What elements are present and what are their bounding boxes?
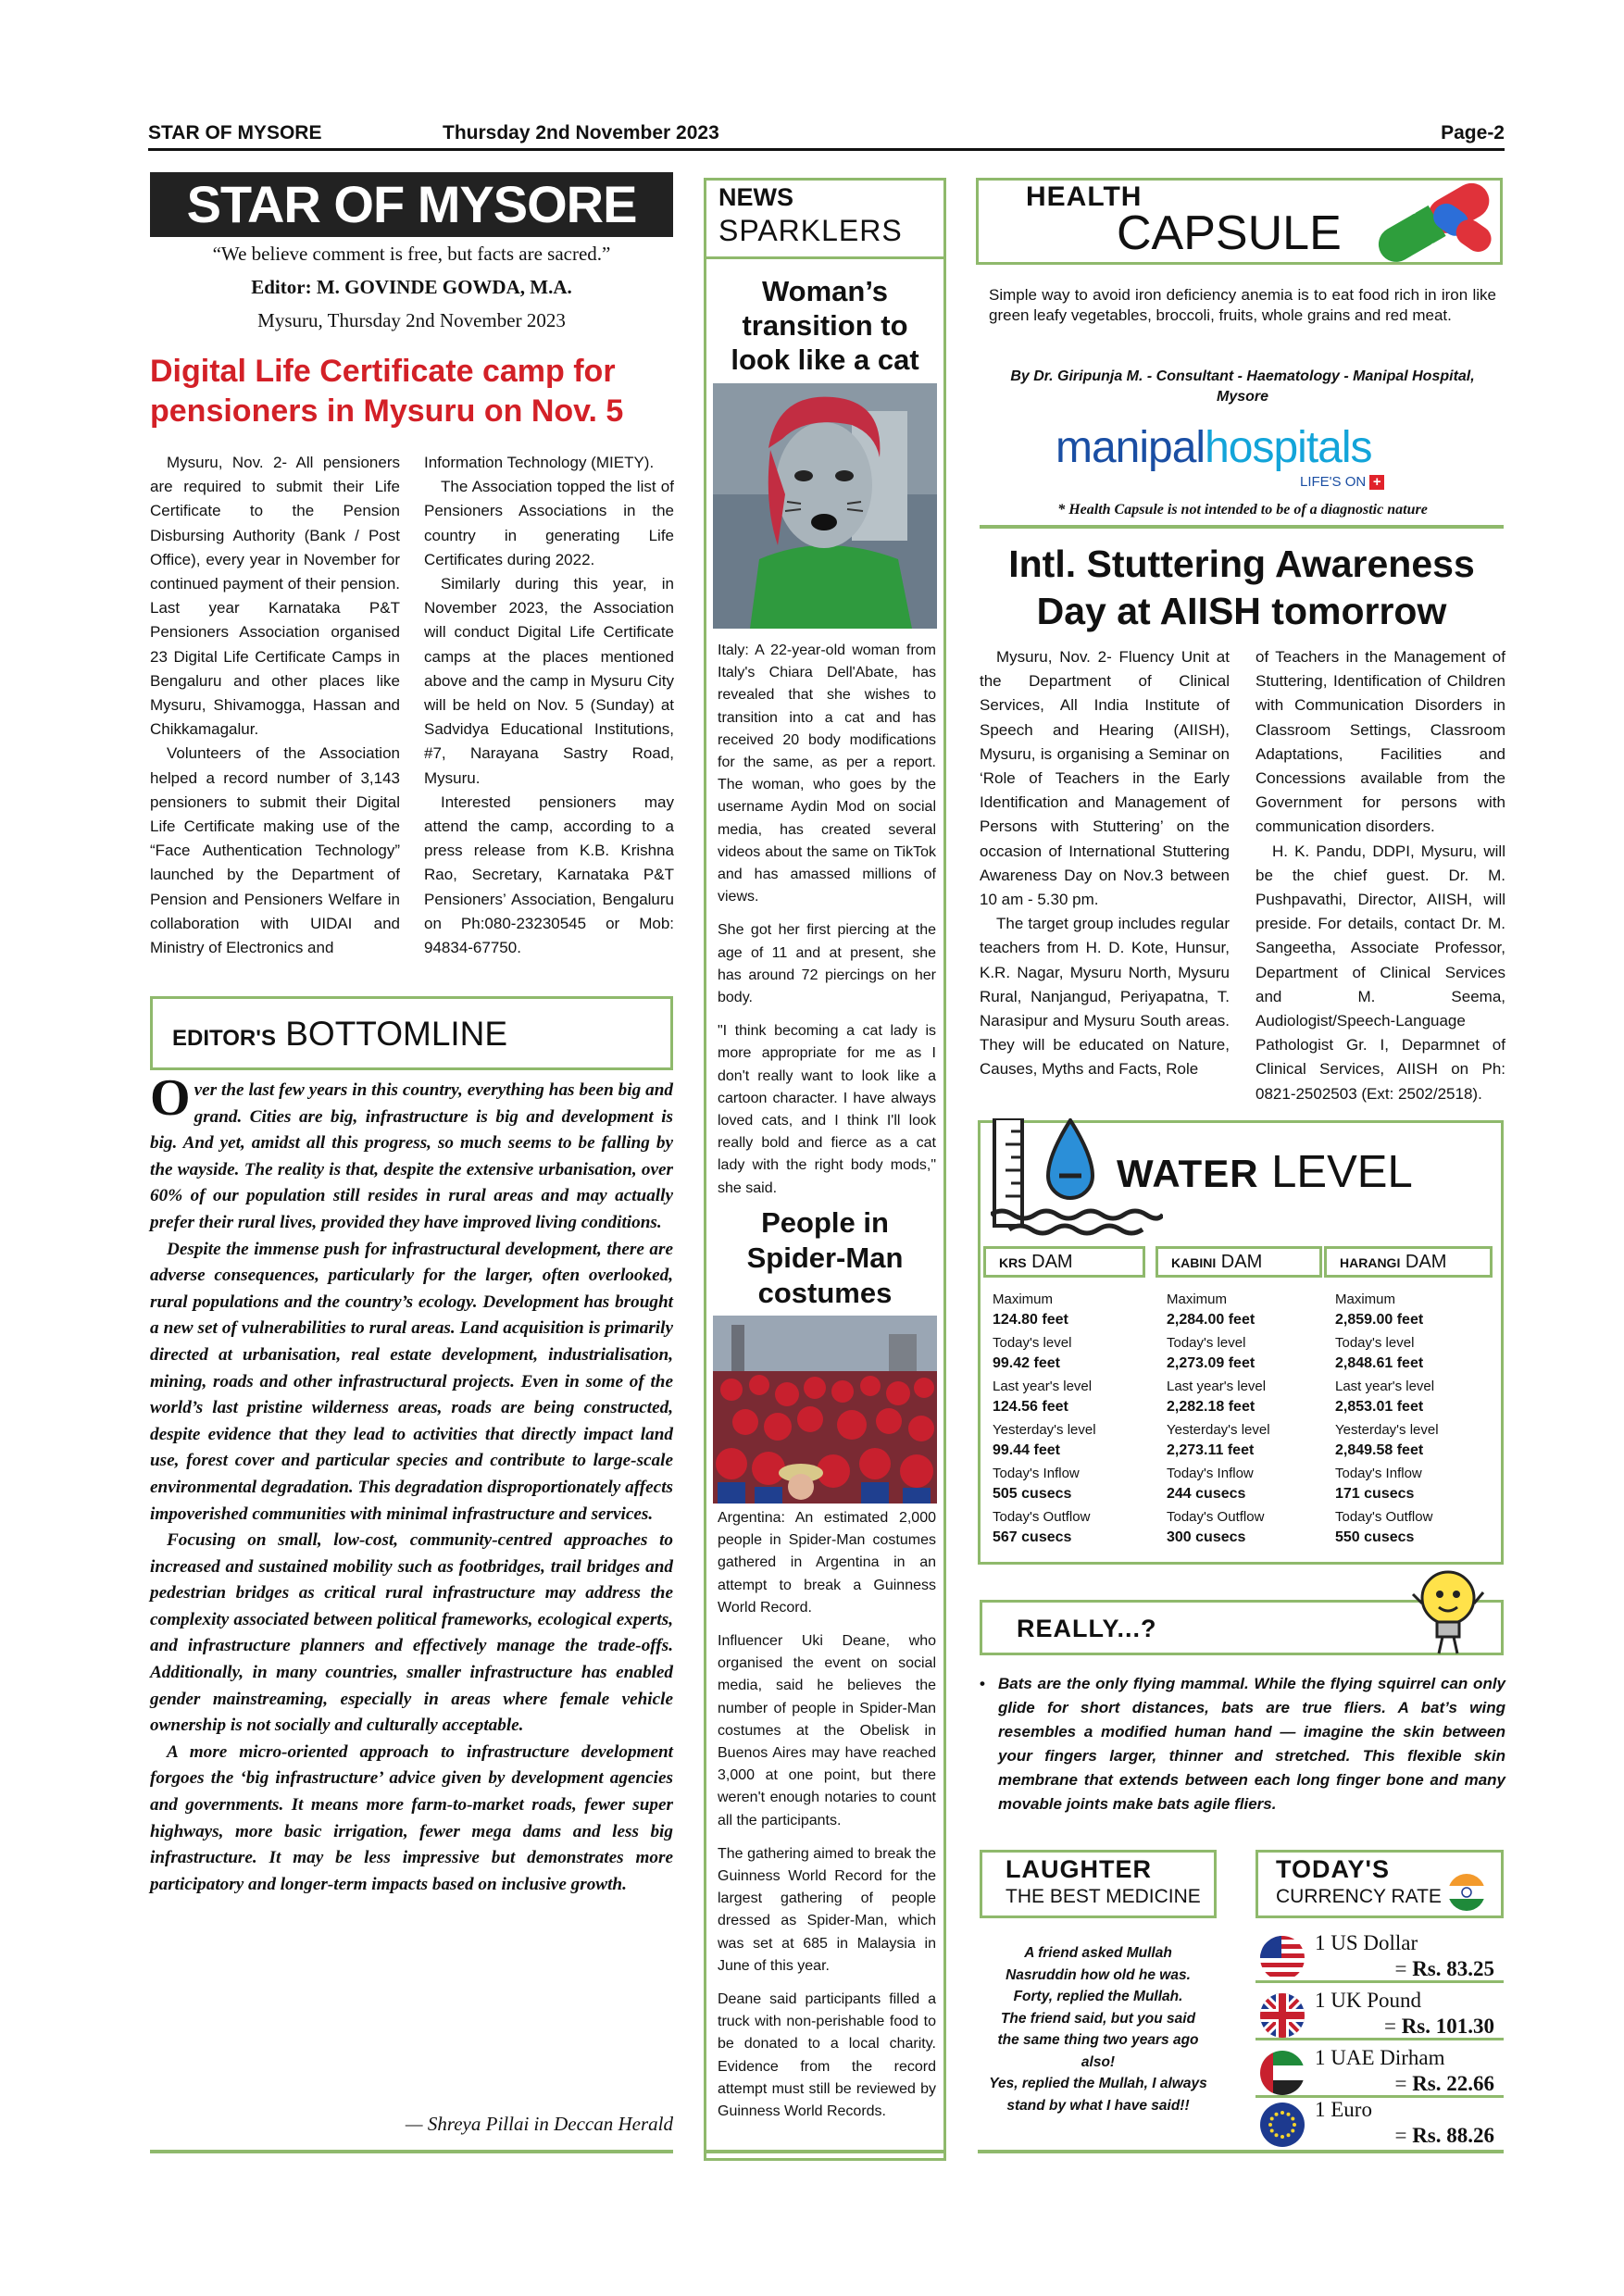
- stat-label: Yesterday's level: [993, 1422, 1096, 1438]
- publication-name: STAR OF MYSORE: [148, 122, 322, 144]
- water-level-heading: [1117, 1146, 1413, 1198]
- currency-row-aed: [1255, 2044, 1504, 2098]
- equals-sign: =: [1394, 2072, 1413, 2095]
- paragraph: of Teachers in the Management of Stuttering, Identification of Children with Communication Disorders in Classroom Settings, Classroom Adaptations, Facilities and Concessions available from the Government for persons with communication disorders.: [1255, 648, 1505, 836]
- paragraph: Deane said participants filled a truck with non-perishable food to be donated to a local charity. Evidence from the record attempt must still be reviewed by Guinness World Records.: [718, 1991, 936, 2120]
- currency-name: 1 Euro: [1315, 2098, 1372, 2121]
- stat-value: 99.42 feet: [993, 1355, 1060, 1371]
- drop-cap: O: [150, 1069, 191, 1127]
- heading-label: THE BEST MEDICINE: [1006, 1886, 1201, 1907]
- rate-value: Rs. 22.66: [1412, 2072, 1494, 2095]
- stat-label: Last year's level: [993, 1379, 1093, 1394]
- stat-label: Today's Inflow: [1167, 1466, 1254, 1481]
- story-headline-cat: Woman’s transition to look like a cat: [731, 275, 919, 376]
- divider: [706, 256, 943, 259]
- stat-value: 2,848.61 feet: [1335, 1355, 1424, 1371]
- paragraph: Similarly during this year, in November 2023, the Association will conduct Digital Life Certificate camps at the places mentioned above and the camp in Mysuru City will be held on Nov. 5 (Sunday) at Sadvidya Educational Institutions, #7, Narayana Sastry Road, Mysuru.: [424, 575, 674, 787]
- manipal-hospitals-logo: [1056, 422, 1372, 473]
- bullet-icon: •: [980, 1675, 985, 1692]
- currency-row-gbp: [1255, 1987, 1504, 2040]
- dam-stats-harangi: [1335, 1291, 1493, 1552]
- plus-icon: +: [1369, 475, 1384, 490]
- logo-tagline: [1300, 474, 1384, 490]
- laughter-heading: [1006, 1855, 1201, 1908]
- equals-sign: =: [1394, 1957, 1413, 1980]
- currency-row-usd: [1255, 1929, 1504, 1983]
- paragraph: Argentina: An estimated 2,000 people in Spider-Man costumes gathered in Argentina in an attempt to break a Guinness World Record.: [718, 1510, 936, 1616]
- editorial-credit: — Shreya Pillai in Deccan Herald: [405, 2113, 673, 2135]
- joke-line: The friend said, but you said the same thing two years ago also!: [997, 2010, 1199, 2070]
- story-body-spiderman: [718, 1507, 936, 2134]
- stat-value: 2,282.18 feet: [1167, 1399, 1255, 1415]
- heading-bold: HEALTH: [1026, 181, 1143, 212]
- bottom-rule: [704, 2150, 946, 2153]
- really-fact: [980, 1672, 1505, 1816]
- stat-label: Maximum: [1167, 1292, 1228, 1307]
- story-body-cat: [718, 640, 936, 1211]
- spiderman-crowd-photo: [713, 1316, 937, 1504]
- heading-label: CAPSULE: [1117, 206, 1342, 260]
- eu-flag-icon: [1259, 2102, 1305, 2148]
- joke-line: Yes, replied the Mullah, I always stand by what I have said!!: [989, 2076, 1207, 2114]
- bottom-rule: [150, 2150, 673, 2153]
- us-flag-icon: [1259, 1935, 1305, 1981]
- paragraph: Italy: A 22-year-old woman from Italy's Chiara Dell'Abate, has revealed that she wishes to transition into a cat and has received 20 body modifications for the same, as per a report. The woman, who goes by the username Aydin Mod on social media, has created several videos about the same on TikTok and has amassed millions of views.: [718, 643, 936, 905]
- heading-label: CURRENCY RATE: [1276, 1886, 1442, 1907]
- stat-value: 99.44 feet: [993, 1442, 1060, 1458]
- stat-label: Today's level: [1335, 1335, 1415, 1351]
- stat-value: 124.56 feet: [993, 1399, 1068, 1415]
- stat-label: Today's level: [1167, 1335, 1246, 1351]
- uk-flag-icon: [1259, 1992, 1305, 2039]
- currency-rate: [1394, 1957, 1494, 1981]
- capsule-pill-icon: [1365, 179, 1504, 264]
- paragraph: Volunteers of the Association helped a record number of 3,143 pensioners to submit their Digital Life Certificate making use of the “Face Authentication Technology” launched by the Department of Pension and Pensioners Welfare in collaboration with UIDAI and Ministry of Electronics and: [150, 744, 400, 957]
- bottom-rule: [978, 2150, 1504, 2153]
- equals-sign: =: [1394, 2124, 1413, 2147]
- stat-label: Last year's level: [1335, 1379, 1435, 1394]
- cat-woman-photo: [713, 383, 937, 629]
- paragraph: The target group includes regular teachers from H. D. Kote, Hunsur, K.R. Nagar, Mysuru North, Mysuru Rural, Nanjangud, Periyapatna, T. Narasipur and Mysuru South areas. They will be educated on Nature, Causes, Myths and Facts, Role: [980, 915, 1230, 1079]
- stat-value: 244 cusecs: [1167, 1486, 1246, 1502]
- heading-bold: EDITOR'S: [172, 1026, 276, 1051]
- dam-label-kabini: [1156, 1246, 1322, 1278]
- joke-text: [989, 1942, 1207, 2116]
- fact-text: Bats are the only flying mammal. While the flying squirrel can only glide for short distances, bats are true fliers. A bat’s wing resembles a modified human hand — imagine the skin between your fingers larger, thinner and stretched. This flexible skin membrane that extends between each long finger bone and many movable joints make bats agile fliers.: [998, 1675, 1505, 1813]
- logo-tag-text: LIFE'S ON: [1300, 474, 1367, 490]
- paragraph: A more micro-oriented approach to infrastructure development forgoes the ‘big infrastructure’ advice given by development agencies and governments. It means more farm-to-market roads, fewer super highways, more basic irrigation, fewer mega dams and less big infrastructure. It may be less impressive but demonstrates more participatory and longer-term impacts based on inclusive growth.: [150, 1741, 673, 1894]
- dam-label-krs: [983, 1246, 1145, 1278]
- story-column-1: [980, 645, 1230, 1082]
- really-heading: REALLY...?: [1017, 1615, 1157, 1642]
- divider: [980, 525, 1504, 529]
- heading-label: LEVEL: [1271, 1147, 1413, 1197]
- stat-value: 2,273.09 feet: [1167, 1355, 1255, 1371]
- joke-line: A friend asked Mullah Nasruddin how old he was.: [1006, 1945, 1191, 1983]
- stat-label: Today's Inflow: [1335, 1466, 1422, 1481]
- health-disclaimer: * Health Capsule is not intended to be of a diagnostic nature: [1057, 502, 1428, 518]
- paragraph: "I think becoming a cat lady is more appropriate for me as I don't really want to look like a cartoon character. I have always loved cats, and I think I'll look really bold and fierce as a cat lady with the right body mods," she said.: [718, 1023, 936, 1196]
- india-flag-icon: [1446, 1872, 1487, 1913]
- stat-value: 2,284.00 feet: [1167, 1312, 1255, 1328]
- paragraph: Mysuru, Nov. 2- Fluency Unit at the Department of Clinical Services, All India Institute of Speech and Hearing (AIISH), Mysuru, is organising a Seminar on ‘Role of Teachers in the Early Identification and Management of Persons with Stuttering’ on the occasion of International Stuttering Awareness Day on Nov.3 between 10 am - 5.30 pm.: [980, 648, 1230, 909]
- currency-name: 1 UAE Dirham: [1315, 2046, 1445, 2069]
- masthead-title: STAR OF MYSORE: [150, 172, 673, 237]
- paragraph: The Association topped the list of Pensioners Associations in the country in generating Life Certificates during 2022.: [424, 478, 674, 568]
- dam-label-harangi: [1324, 1246, 1493, 1278]
- story-column-1: [150, 451, 400, 960]
- editors-bottomline-heading: [172, 1015, 507, 1054]
- masthead-editor: Editor: M. GOVINDE GOWDA, M.A.: [251, 276, 572, 298]
- issue-date: Thursday 2nd November 2023: [443, 122, 719, 144]
- stat-label: Today's Outflow: [1335, 1509, 1433, 1525]
- story-headline-pension: Digital Life Certificate camp for pensioners in Mysuru on Nov. 5: [150, 354, 624, 429]
- stat-value: 567 cusecs: [993, 1529, 1072, 1545]
- header-rule: [148, 148, 1505, 151]
- logo-part-1: manipal: [1056, 423, 1206, 472]
- masthead-tagline: “We believe comment is free, but facts are sacred.”: [212, 243, 611, 265]
- paragraph: ver the last few years in this country, everything has been big and grand. Cities are big, infrastructure is big and development is big. And yet, amidst all this progress, so much seems to be falling by the wayside. The reality is that, despite the extensive urbanisation, over 60% of our population still resides in rural areas and may actually prefer their rural lives, provided they have improved living conditions.: [150, 1080, 673, 1232]
- rate-value: Rs. 88.26: [1412, 2124, 1494, 2147]
- stat-label: Today's Outflow: [993, 1509, 1091, 1525]
- currency-rate: [1384, 2015, 1494, 2039]
- currency-row-eur: [1255, 2096, 1504, 2150]
- dam-stats-kabini: [1167, 1291, 1324, 1552]
- stat-value: 2,859.00 feet: [1335, 1312, 1424, 1328]
- heading-label: BOTTOMLINE: [285, 1015, 508, 1053]
- page-header: [148, 122, 1505, 150]
- stat-label: Yesterday's level: [1335, 1422, 1439, 1438]
- health-tip-byline: By Dr. Giripunja M. - Consultant - Haematology - Manipal Hospital, Mysore: [1010, 368, 1475, 405]
- stat-value: 300 cusecs: [1167, 1529, 1246, 1545]
- dam-name: DAM: [1220, 1252, 1263, 1272]
- heading-bold: TODAY'S: [1276, 1855, 1390, 1883]
- uae-flag-icon: [1259, 2050, 1305, 2096]
- dam-name-bold: KRS: [999, 1255, 1027, 1270]
- dam-stats-krs: [993, 1291, 1150, 1552]
- story-column-2: [424, 451, 674, 960]
- story-headline-stuttering: Intl. Stuttering Awareness Day at AIISH tomorrow: [1008, 543, 1475, 632]
- currency-heading: [1276, 1855, 1442, 1908]
- health-capsule-heading: [1026, 181, 1342, 261]
- paragraph: Interested pensioners may attend the camp, according to a press release from K.B. Krishna Rao, Secretary, Karnataka P&T Pensioners’ Association, Bengaluru on Ph:080-23230545 or Mob: 94834-67750.: [424, 792, 674, 957]
- rate-value: Rs. 83.25: [1412, 1957, 1494, 1980]
- stat-value: 550 cusecs: [1335, 1529, 1415, 1545]
- dam-name: DAM: [1031, 1252, 1073, 1272]
- stat-label: Last year's level: [1167, 1379, 1267, 1394]
- stat-value: 2,273.11 feet: [1167, 1442, 1255, 1458]
- stat-label: Maximum: [1335, 1292, 1396, 1307]
- stat-label: Today's Outflow: [1167, 1509, 1265, 1525]
- lightbulb-mascot-icon: [1409, 1566, 1485, 1655]
- health-tip-text: Simple way to avoid iron deficiency anemia is to eat food rich in iron like green leafy vegetables, broccoli, fruits, whole grains and red meat.: [989, 286, 1496, 324]
- currency-rate: [1394, 2072, 1494, 2096]
- stat-label: Yesterday's level: [1167, 1422, 1270, 1438]
- story-headline-spiderman: People in Spider-Man costumes: [746, 1206, 904, 1309]
- page-number: Page-2: [1441, 122, 1505, 144]
- currency-rate: [1394, 2124, 1494, 2148]
- paragraph: Focusing on small, low-cost, community-centred approaches to increased and sustained mobility such as footbridges, trail bridges and pedestrian bridges as critical rural infrastructure may address the complexity associated between political frameworks, ecological experts, and infrastructure planners and effectively manage the trade-offs. Additionally, in many countries, smaller infrastructure has enabled gender mainstreaming, especially in areas where female vehicle ownership is not socially and culturally acceptable.: [150, 1530, 673, 1736]
- paragraph: She got her first piercing at the age of 11 and at present, she has around 72 piercings on her body.: [718, 922, 936, 1006]
- heading-bold: NEWS: [718, 183, 793, 211]
- stat-label: Maximum: [993, 1292, 1054, 1307]
- paragraph: The gathering aimed to break the Guinness World Record for the largest gathering of people dressed as Spider-Man, which was set at 685 in Malaysia in June of this year.: [718, 1845, 936, 1974]
- stat-label: Today's level: [993, 1335, 1072, 1351]
- heading-bold: WATER: [1117, 1152, 1259, 1195]
- paragraph: Mysuru, Nov. 2- All pensioners are required to submit their Life Certificate to the Pension Disbursing Authority (Bank / Post Office), every year in November for continued payment of their pension. Last year Karnataka P&T Pensioners Association organised 23 Digital Life Certificate Camps in Bengaluru and other places like Mysuru, Shivamogga, Hassan and Chikkamagalur.: [150, 454, 400, 739]
- paragraph: Despite the immense push for infrastructural development, there are adverse consequences, particularly for the larger, often overlooked, rural populations and the country’s ecology. Development has brought a new set of vulnerabilities to rural areas. Land acquisition is primarily directed at urbanisation, real estate development, industrialisation, mining, roads and other infrastructural projects. Even in some of the world’s last pristine wilderness areas, roads are being constructed, despite evidence that they lead to activities that directly impact land use, forest cover and particular species and contribute to large-scale environmental degradation. This degradation disproportionately affects impoverished communities with minimal infrastructure and services.: [150, 1239, 673, 1524]
- paragraph: H. K. Pandu, DDPI, Mysuru, will be the chief guest. Dr. M. Pushpavathi, Director, AIISH, will preside. For details, contact Dr. M. Sangeetha, Associate Professor, Department of Clinical Services and M. Seema, Audiologist/Speech-Language Pathologist Gr. I, Deparmnet of Clinical Services, AIISH on Ph: 0821-2502503 (Ext: 2502/2518).: [1255, 842, 1505, 1103]
- stat-label: Today's Inflow: [993, 1466, 1080, 1481]
- logo-part-2: hospitals: [1205, 423, 1372, 472]
- paragraph: Influencer Uki Deane, who organised the event on social media, said he believes the number of people in Spider-Man costumes at the Obelisk in Buenos Aires may have reached 3,000 at one point, but there weren't enough notaries to count all the participants.: [718, 1633, 936, 1828]
- dam-name-bold: HARANGI: [1340, 1255, 1401, 1270]
- stat-value: 171 cusecs: [1335, 1486, 1415, 1502]
- stat-value: 505 cusecs: [993, 1486, 1072, 1502]
- heading-label: SPARKLERS: [718, 214, 903, 247]
- joke-line: Forty, replied the Mullah.: [1013, 1989, 1183, 2004]
- currency-name: 1 UK Pound: [1315, 1989, 1422, 2012]
- heading-bold: LAUGHTER: [1006, 1855, 1152, 1883]
- story-column-2: [1255, 645, 1505, 1106]
- stat-value: 2,849.58 feet: [1335, 1442, 1424, 1458]
- rate-value: Rs. 101.30: [1401, 2015, 1494, 2038]
- paragraph: Information Technology (MIETY).: [424, 454, 655, 471]
- equals-sign: =: [1383, 2015, 1402, 2038]
- currency-name: 1 US Dollar: [1315, 1931, 1418, 1954]
- stat-value: 2,853.01 feet: [1335, 1399, 1424, 1415]
- masthead-dateline: Mysuru, Thursday 2nd November 2023: [257, 309, 566, 331]
- stat-value: 124.80 feet: [993, 1312, 1068, 1328]
- dam-name: DAM: [1405, 1252, 1447, 1272]
- news-sparklers-heading: [718, 183, 903, 248]
- editorial-body: [150, 1069, 673, 1898]
- dam-name-bold: KABINI: [1171, 1255, 1217, 1270]
